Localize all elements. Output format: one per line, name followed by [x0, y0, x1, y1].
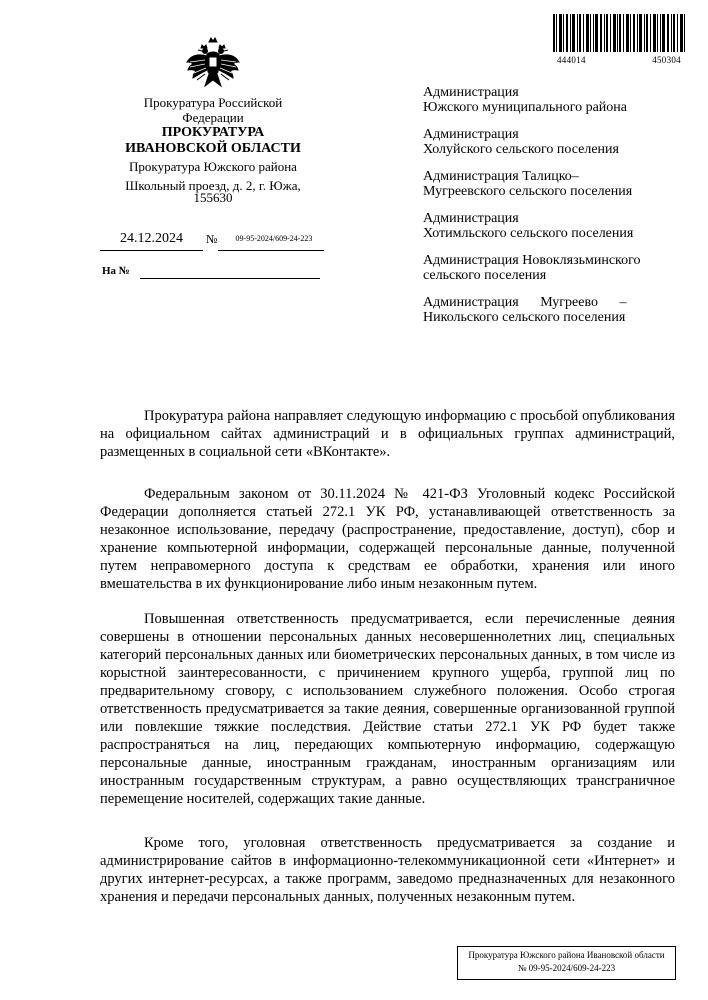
body-paragraph-1: Прокуратура района направляет следующую информацию с просьбой опубликования на официальном сайтах администраций и в официальных группах администраций, размещенных в социальной сети «ВКонтакте». — [100, 408, 675, 460]
stamp-number-row — [458, 963, 675, 973]
barcode — [553, 14, 685, 52]
sender-line-1: Прокуратура Российской — [143, 95, 283, 110]
stamp-number-sign: № — [517, 963, 527, 973]
reference-underline — [140, 278, 320, 279]
body-paragraph-2: Федеральным законом от 30.11.2024 № 421-ФЗ Уголовный кодекс Российской Федерации дополняется статьей 272.1 УК РФ, устанавливающей ответственность за незаконное использование, передачу (распространение, предоставление, доступ), сбор и хранение компьютерной информации, содержащей персональные данные, полученной путем неправомерного доступа к средствам ее обработки, хранения или иного вмешательства в их функционирование либо иным незаконным путем. — [100, 486, 675, 592]
recipients-block — [423, 85, 673, 337]
recipient-line: Администрация — [423, 127, 519, 142]
registration-stamp — [457, 946, 676, 980]
sender-address: Школьный проезд, д. 2, г. Южа, — [125, 178, 301, 193]
recipient-line: Администрация Мугреево – — [423, 295, 627, 310]
number-sign: № — [206, 232, 218, 246]
sender-org-title: ПРОКУРАТУРА — [161, 125, 265, 140]
recipient-line: сельского поселения — [423, 268, 547, 283]
recipient-line: Никольского сельского поселения — [423, 310, 626, 325]
recipient-line: Хотимльского сельского поселения — [423, 226, 634, 241]
recipient-line: Администрация — [423, 85, 519, 100]
recipient-line: Администрация — [423, 211, 519, 226]
stamp-number: 09-95-2024/609-24-223 — [528, 963, 616, 973]
sender-org-region: ИВАНОВСКОЙ ОБЛАСТИ — [125, 141, 301, 156]
coat-of-arms-emblem — [183, 36, 243, 92]
recipient-line: Южского муниципального района — [423, 100, 628, 115]
number-underline — [218, 250, 324, 251]
recipient — [423, 127, 673, 157]
body-paragraph-3: Повышенная ответственность предусматривается, если перечисленные деяния совершены в отношении персональных данных несовершеннолетних лиц, специальных категорий персональных данных или биометрических персональных данных, в том числе из корыстной заинтересованности, с причинением крупного ущерба, группой лиц по предварительному сговору, с использованием служебного положения. Особо строгая ответственность предусматривается за такие деяния, совершенные организованной группой или повлекшие тяжкие последствия. Действие статьи 272.1 УК РФ будет также распространяться на лиц, передающих компьютерную информацию, содержащую персональные данные, иностранным гражданам, иностранным организациям или иностранным государственным структурам, а равно осуществляющих трансграничное перемещение носителей, содержащих такие данные. — [100, 611, 675, 807]
document-date: 24.12.2024 — [120, 231, 183, 246]
recipient-line: Администрация Талицко– — [423, 169, 579, 184]
recipient — [423, 253, 673, 283]
outgoing-number: 09-95-2024/609-24-223 — [235, 234, 313, 243]
date-underline — [100, 250, 203, 251]
body-paragraph-4: Кроме того, уголовная ответственность предусматривается за создание и администрирование сайтов в информационно-телекоммуникационной сети «Интернет» и других интернет-ресурсах, а также программ, заведомо предназначенных для незаконного хранения и передачи персональных данных, полученных незаконным путем. — [100, 835, 675, 905]
barcode-number-right: 450304 — [652, 55, 681, 65]
recipient-line: Администрация Новоклязьминского — [423, 253, 641, 268]
sender-line-5: Прокуратура Южского района — [129, 159, 297, 174]
barcode-number — [553, 55, 685, 65]
stamp-organization: Прокуратура Южского района Ивановской области — [468, 950, 665, 960]
recipient — [423, 169, 673, 199]
recipient-line: Мугреевского сельского поселения — [423, 184, 633, 199]
recipient — [423, 211, 673, 241]
barcode-number-left: 444014 — [557, 55, 586, 65]
recipient-line: Холуйского сельского поселения — [423, 142, 619, 157]
recipient — [423, 85, 673, 115]
reference-label: На № — [102, 265, 130, 277]
sender-line-2: Федерации — [182, 110, 244, 125]
sender-postcode: 155630 — [193, 190, 233, 205]
recipient — [423, 295, 673, 325]
